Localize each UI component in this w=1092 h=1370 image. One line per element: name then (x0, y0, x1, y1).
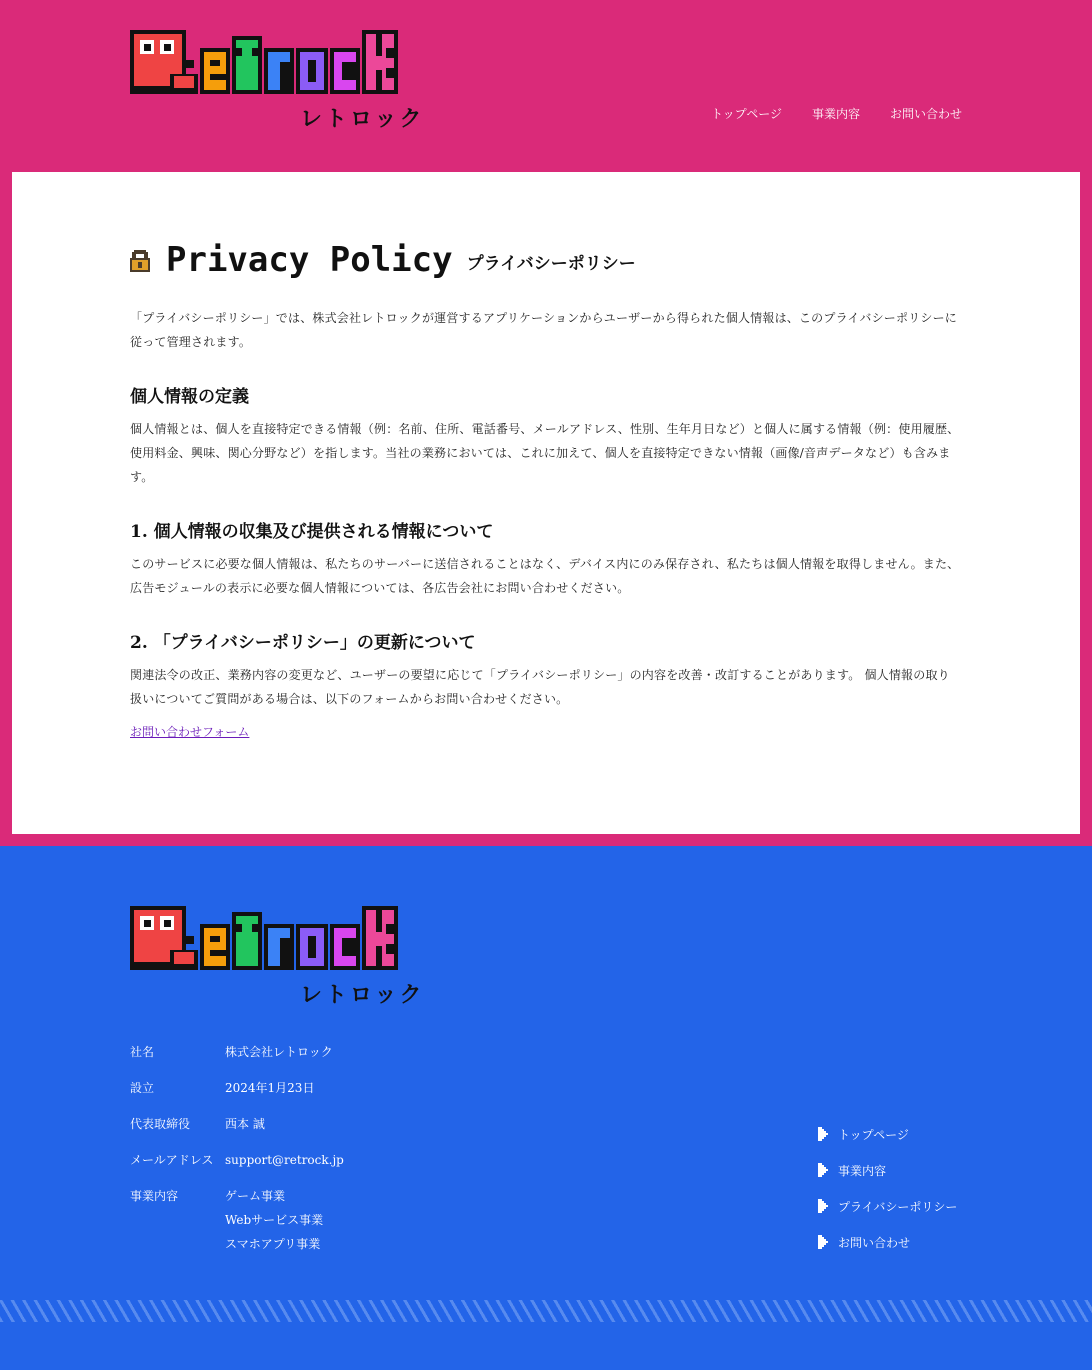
company-row-email (130, 1148, 344, 1172)
company-key: 代表取締役 (130, 1117, 191, 1131)
title-english: Privacy Policy (166, 240, 453, 280)
company-row-name (130, 1040, 344, 1064)
footer-nav-privacy[interactable] (818, 1188, 957, 1224)
company-key: メールアドレス (130, 1153, 214, 1167)
nav-business[interactable]: 事業内容 (811, 107, 860, 121)
contact-form-link[interactable]: お問い合わせフォーム (130, 725, 250, 739)
intro-paragraph: 「プライバシーポリシー」では、株式会社レトロックが運営するアプリケーションからユーザーから得られた個人情報は、このプライバシーポリシーに従って管理されます。 (130, 311, 957, 349)
company-value: support@retrock.jp (225, 1153, 344, 1167)
header-logo[interactable] (130, 30, 425, 132)
footer-nav-label: 事業内容 (838, 1163, 887, 1178)
section-heading-definition: 個人情報の定義 (130, 387, 249, 407)
footer-nav-business[interactable] (818, 1152, 957, 1188)
company-row-business (130, 1184, 344, 1256)
section-body-definition: 個人情報とは、個人を直接特定できる情報（例：名前、住所、電話番号、メールアドレス、性別、生年月日など）と個人に属する情報（例：使用履歴、使用料金、興味、関心分野など）を指します。当社の業務においては、これに加えて、個人を直接特定できない情報（画像/音声データなど）も含みます。 (130, 422, 960, 484)
logo-kana: レトロック (300, 983, 425, 1008)
title-japanese: プライバシーポリシー (466, 254, 636, 274)
retrock-logo-icon (130, 30, 398, 94)
footer-nav-top-page[interactable] (818, 1116, 957, 1152)
pixel-arrow-icon (818, 1163, 828, 1177)
pixel-arrow-icon (818, 1127, 828, 1141)
section-heading-collection: 1. 個人情報の収集及び提供される情報について (130, 522, 494, 542)
main-card (12, 172, 1080, 834)
footer-logo[interactable] (130, 906, 425, 1008)
business-item: スマホアプリ事業 (225, 1237, 321, 1251)
company-row-ceo (130, 1112, 344, 1136)
footer-nav-label: プライバシーポリシー (838, 1199, 958, 1214)
company-value: 2024年1月23日 (225, 1081, 315, 1095)
footer-nav-label: お問い合わせ (838, 1235, 911, 1250)
page-title (130, 232, 962, 280)
section-body-collection: このサービスに必要な個人情報は、私たちのサーバーに送信されることはなく、デバイス内にのみ保存され、私たちは個人情報を取得しません。また、広告モジュールの表示に必要な個人情報については、各広告会社にお問い合わせください。 (130, 557, 960, 595)
company-value: 西本 誠 (225, 1117, 265, 1131)
company-value: 株式会社レトロック (225, 1045, 333, 1059)
section-body-updates: 関連法令の改正、業務内容の変更など、ユーザーの要望に応じて「プライバシーポリシー」の内容を改善・改訂することがあります。 個人情報の取り扱いについてご質問がある場合は、以下のフォームからお問い合わせください。 (130, 668, 950, 706)
logo-kana: レトロック (300, 107, 425, 132)
pixel-arrow-icon (818, 1235, 828, 1249)
footer-stripe-pattern (0, 1300, 1092, 1322)
company-key: 社名 (130, 1045, 155, 1059)
company-business-list (225, 1184, 323, 1256)
footer-nav-contact[interactable] (818, 1224, 957, 1260)
footer-nav-label: トップページ (838, 1127, 909, 1142)
company-key: 事業内容 (130, 1189, 179, 1203)
footer-nav (818, 1116, 957, 1260)
nav-contact[interactable]: お問い合わせ (889, 107, 962, 121)
retrock-logo-icon (130, 906, 398, 970)
lock-icon (130, 250, 150, 272)
header-nav (711, 105, 962, 122)
section-heading-updates: 2. 「プライバシーポリシー」の更新について (130, 633, 476, 653)
business-item: ゲーム事業 (225, 1189, 286, 1203)
nav-top-page[interactable]: トップページ (711, 107, 782, 121)
company-key: 設立 (130, 1081, 155, 1095)
company-row-founded (130, 1076, 344, 1100)
business-item: Webサービス事業 (225, 1213, 324, 1227)
company-info (130, 1040, 344, 1268)
policy-content (130, 232, 962, 740)
pixel-arrow-icon (818, 1199, 828, 1213)
